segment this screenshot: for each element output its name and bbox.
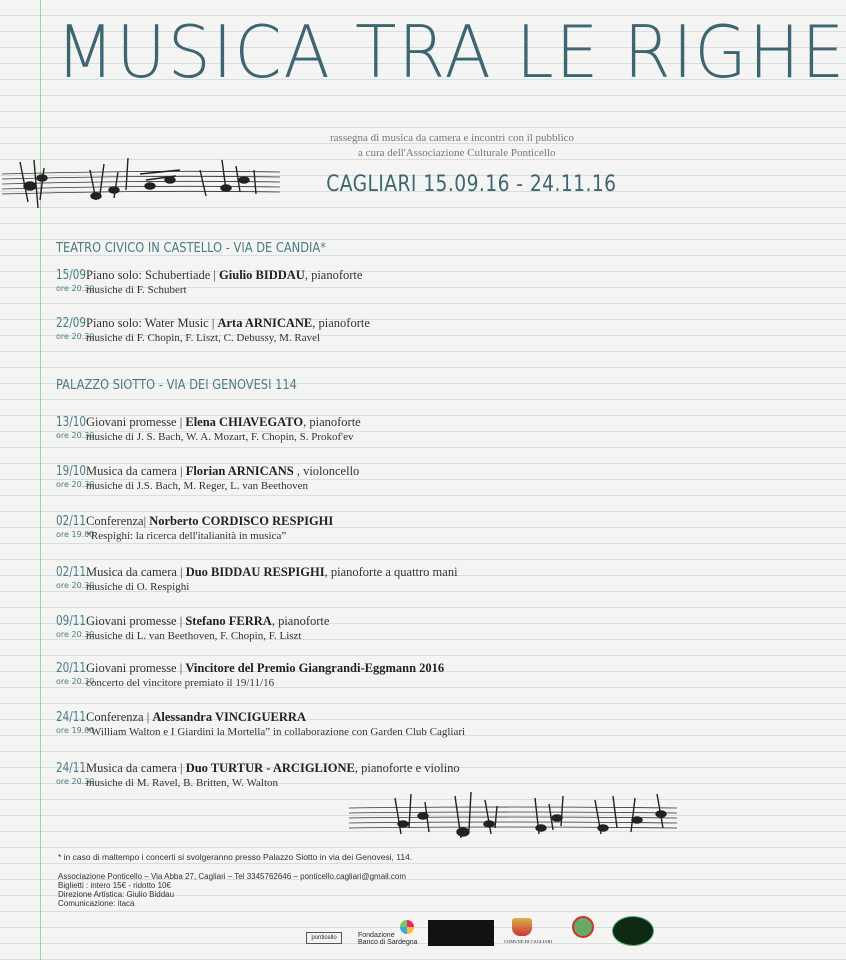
event-instrument: , pianoforte: [304, 268, 363, 282]
comune-label: COMUNE DI CAGLIARI: [504, 939, 552, 944]
event-category: Musica da camera |: [86, 464, 186, 478]
event-date: 24/11: [56, 710, 86, 725]
mortella-logo: [428, 920, 494, 946]
event-title: [86, 761, 460, 776]
event-details: musiche di L. van Beethoven, F. Chopin, F. Liszt: [86, 630, 302, 642]
event-title: [86, 316, 370, 331]
event-title: [86, 514, 333, 529]
event-title: [86, 464, 359, 479]
fondazione-logo-text: [358, 932, 418, 946]
event-date: 19/10: [56, 464, 86, 479]
event-performer: Elena CHIAVEGATO: [185, 415, 304, 429]
event-date: 09/11: [56, 614, 86, 629]
event-instrument: , pianoforte: [312, 316, 370, 330]
cagliari-crest-icon: [512, 918, 532, 936]
event-details: musiche di J. S. Bach, W. A. Mozart, F. Chopin, S. Prokof'ev: [86, 431, 354, 443]
event-category: Conferenza |: [86, 710, 153, 724]
event-time: ore 20.30: [56, 581, 95, 590]
event-title: [86, 661, 444, 676]
event-details: “Respighi: la ricerca dell'italianità in musica”: [86, 530, 287, 542]
event-category: Giovani promesse |: [86, 614, 186, 628]
event-title: [86, 268, 362, 283]
event-title: [86, 415, 361, 430]
event-category: Musica da camera |: [86, 761, 186, 775]
ponticello-logo: ponticello: [306, 932, 342, 944]
event-performer: Giulio BIDDAU: [219, 268, 305, 282]
event-instrument: , pianoforte e violino: [354, 761, 460, 775]
venue-heading: PALAZZO SIOTTO - VIA DEI GENOVESI 114: [56, 378, 297, 393]
event-instrument: , violoncello: [293, 464, 360, 478]
event-time: ore 20.30: [56, 630, 95, 639]
event-time: ore 20.30: [56, 431, 95, 440]
event-time: ore 19.00: [56, 726, 95, 735]
fondazione-bank: Banco di Sardegna: [358, 939, 418, 946]
event-time: ore 19.00: [56, 530, 95, 539]
event-date: 02/11: [56, 514, 86, 529]
music-score-sketch-icon: [345, 788, 680, 854]
event-performer: Alessandra VINCIGUERRA: [152, 710, 306, 724]
weather-footnote: * in caso di maltempo i concerti si svolgeranno presso Palazzo Siotto in via dei Genovesi, 114.: [58, 852, 413, 862]
event-category: Conferenza|: [86, 514, 150, 528]
event-instrument: , pianoforte a quattro mani: [324, 565, 458, 579]
event-category: Giovani promesse |: [86, 415, 186, 429]
subtitle-line: rassegna di musica da camera e incontri con il pubblico: [330, 132, 575, 144]
event-time: ore 20.30: [56, 480, 95, 489]
event-title: [86, 565, 458, 580]
event-instrument: , pianoforte: [303, 415, 361, 429]
poster-title: MUSICA TRA LE RIGHE: [56, 10, 846, 94]
event-category: Piano solo: Water Music |: [86, 316, 218, 330]
event-date: 15/09: [56, 268, 86, 283]
fondazione-crest-icon: [572, 916, 594, 938]
event-details: musiche di J.S. Bach, M. Reger, L. van Beethoven: [86, 480, 308, 492]
event-date: 22/09: [56, 316, 86, 331]
contact-address: Associazione Ponticello – Via Abba 27, Cagliari – Tel 3345762646 – ponticello.cagliari@gmail.com: [58, 872, 407, 881]
event-performer: Arta ARNICANE: [217, 316, 313, 330]
event-time: ore 20.30: [56, 777, 95, 786]
event-category: Musica da camera |: [86, 565, 186, 579]
event-category: Piano solo: Schubertiade |: [86, 268, 220, 282]
event-date: 13/10: [56, 415, 86, 430]
event-date: 20/11: [56, 661, 86, 676]
event-performer: Duo TURTUR - ARCIGLIONE: [185, 761, 355, 775]
fondazione-name: Fondazione: [358, 932, 395, 939]
sponsor-logos: [300, 914, 660, 948]
notebook-margin-line: [40, 0, 41, 960]
poster-subtitle: [330, 131, 574, 161]
ticket-prices: Biglietti : intero 15€ - ridotto 10€: [58, 881, 171, 890]
event-details: concerto del vincitore premiato il 19/11/16: [86, 677, 275, 689]
festival-dates: CAGLIARI 15.09.16 - 24.11.16: [325, 172, 616, 197]
venue-heading: TEATRO CIVICO IN CASTELLO - VIA DE CANDIA*: [56, 241, 326, 256]
event-details: musiche di F. Chopin, F. Liszt, C. Debussy, M. Ravel: [86, 332, 321, 344]
music-score-sketch-icon: [0, 150, 290, 220]
event-performer: Norberto CORDISCO RESPIGHI: [149, 514, 334, 528]
garden-club-logo: [612, 916, 654, 946]
artistic-direction: Direzione Artistica: Giulio Biddau: [58, 890, 175, 899]
event-performer: Duo BIDDAU RESPIGHI: [185, 565, 325, 579]
communication-credit: Comunicazione: itaca: [58, 899, 135, 908]
event-performer: Florian ARNICANS: [185, 464, 294, 478]
subtitle-line: a cura dell'Associazione Culturale Ponticello: [358, 147, 556, 159]
event-performer: Vincitore del Premio Giangrandi-Eggmann 2016: [185, 661, 445, 675]
event-time: ore 20.30: [56, 677, 95, 686]
event-instrument: , pianoforte: [271, 614, 330, 628]
event-title: [86, 614, 329, 629]
event-performer: Stefano FERRA: [185, 614, 272, 628]
event-details: musiche di O. Respighi: [86, 581, 190, 593]
event-time: ore 20.30: [56, 284, 95, 293]
event-details: musiche di F. Schubert: [86, 284, 187, 296]
event-details: “William Walton e I Giardini la Mortella” in collaborazione con Garden Club Cagliari: [86, 726, 466, 738]
contact-info: [58, 872, 406, 908]
event-date: 24/11: [56, 761, 86, 776]
event-category: Giovani promesse |: [86, 661, 186, 675]
event-title: [86, 710, 306, 725]
event-details: musiche di M. Ravel, B. Britten, W. Walton: [86, 777, 279, 789]
event-time: ore 20.30: [56, 332, 95, 341]
event-date: 02/11: [56, 565, 86, 580]
